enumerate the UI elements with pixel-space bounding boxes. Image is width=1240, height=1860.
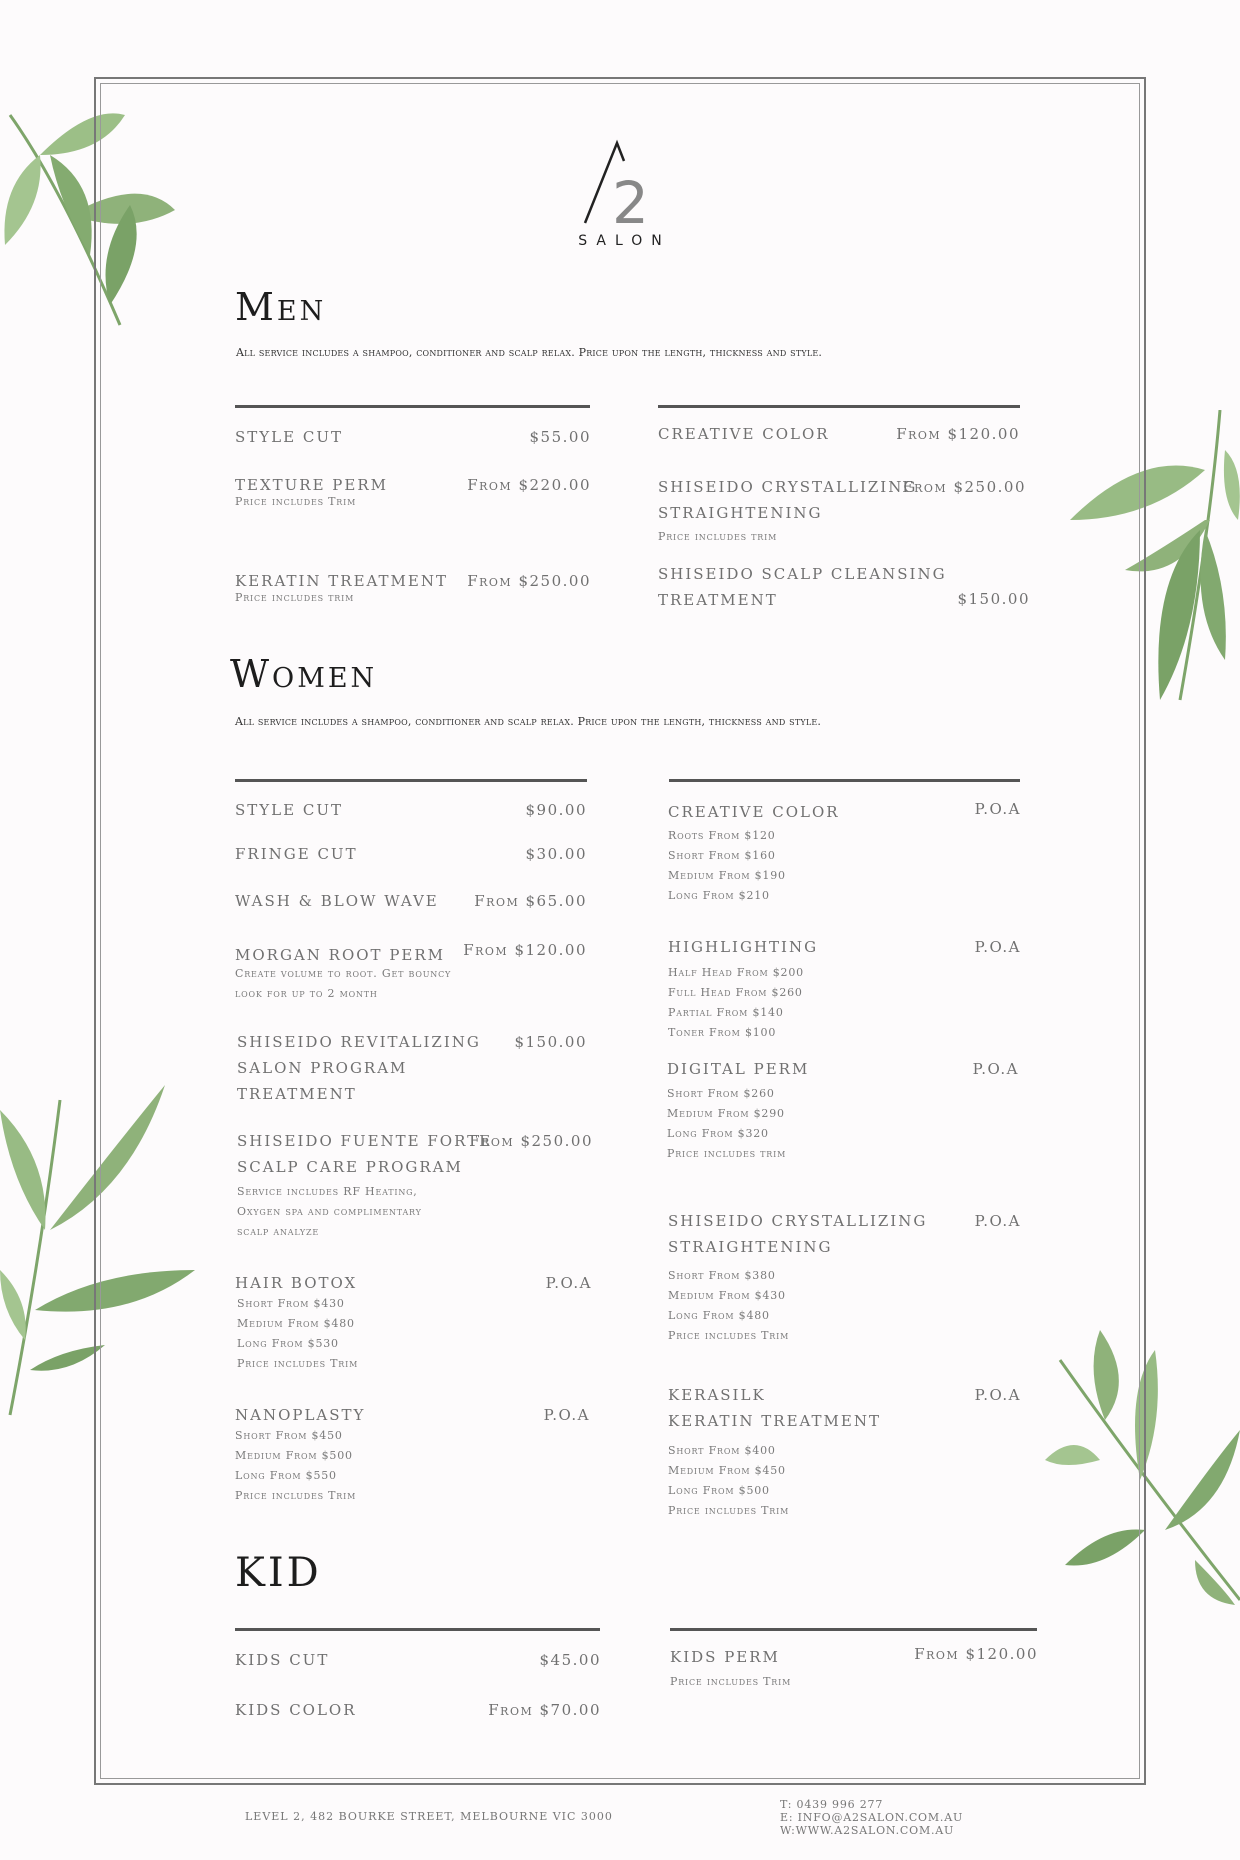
service-note: Long From $500 [668, 1484, 770, 1497]
women-fringe-cut [235, 841, 587, 871]
women-nanoplasty [235, 1402, 590, 1512]
women-style-cut [235, 797, 587, 827]
service-note: Price includes Trim [237, 1357, 359, 1370]
service-price: $45.00 [539, 1651, 601, 1669]
service-note: Medium From $450 [668, 1464, 786, 1477]
logo-wordmark: SALON [578, 233, 671, 249]
service-note: Short From $160 [668, 849, 776, 862]
service-name: SHISEIDO CRYSTALLIZING STRAIGHTENING [658, 478, 918, 522]
footer-address: LEVEL 2, 482 BOURKE STREET, MELBOURNE VIC 3000 [245, 1810, 613, 1823]
women-morgan-root-perm [235, 940, 587, 1006]
service-notes [668, 826, 786, 906]
service-note: Half Head From $200 [668, 966, 804, 979]
service-name: DIGITAL PERM [667, 1060, 810, 1078]
service-notes [235, 588, 354, 608]
men-right-rule [658, 405, 1020, 408]
service-price: $150.00 [957, 590, 1030, 608]
women-wash-blow-wave [235, 888, 587, 918]
salon-logo [560, 135, 680, 255]
footer-contact [780, 1798, 963, 1837]
service-note: Medium From $430 [668, 1289, 786, 1302]
service-notes [237, 1182, 422, 1242]
service-name: SHISEIDO SCALP CLEANSING TREATMENT [658, 565, 947, 609]
service-note: Medium From $290 [667, 1107, 785, 1120]
service-name: KIDS CUT [235, 1651, 330, 1669]
men-texture-perm [235, 472, 591, 512]
service-note: Service includes RF Heating, [237, 1185, 418, 1198]
service-name: SHISEIDO FUENTE FORTE SCALP CARE PROGRAM [237, 1132, 493, 1176]
service-price: P.O.A [972, 1060, 1019, 1078]
service-price: From $120.00 [914, 1645, 1038, 1663]
logo-number: 2 [612, 169, 649, 230]
women-left-rule [235, 779, 587, 782]
service-note: Price includes trim [235, 591, 355, 604]
service-name: TEXTURE PERM [235, 476, 388, 494]
service-note: Toner From $100 [668, 1026, 777, 1039]
service-name: KIDS COLOR [235, 1701, 357, 1719]
service-price: P.O.A [543, 1406, 590, 1424]
service-price: $30.00 [525, 845, 587, 863]
service-price: From $120.00 [896, 425, 1020, 443]
men-description: All service includes a shampoo, conditioner and scalp relax. Price upon the length, thickness and style. [236, 346, 823, 359]
service-note: Long From $210 [668, 889, 770, 902]
service-price: P.O.A [974, 800, 1021, 818]
men-shiseido-crystallizing [658, 474, 1026, 544]
service-note: Price includes trim [658, 530, 778, 543]
service-price: P.O.A [974, 1212, 1021, 1230]
women-creative-color [668, 799, 1021, 909]
service-note: Long From $320 [667, 1127, 769, 1140]
service-note: Price includes Trim [235, 1489, 357, 1502]
service-note: Price includes trim [667, 1147, 787, 1160]
women-shiseido-fuente-forte [237, 1128, 593, 1248]
service-price: From $65.00 [474, 892, 587, 910]
service-note: Short From $260 [667, 1087, 775, 1100]
service-name: WASH & BLOW WAVE [235, 892, 439, 910]
service-notes [668, 1266, 789, 1346]
women-shiseido-crystallizing [668, 1208, 1021, 1348]
service-name: KERATIN TREATMENT [235, 572, 448, 590]
service-note: Price includes Trim [668, 1504, 790, 1517]
women-highlighting [668, 934, 1021, 1044]
service-note: Roots From $120 [668, 829, 776, 842]
service-note: Price includes Trim [235, 495, 357, 508]
service-notes [670, 1672, 791, 1692]
women-title: Women [230, 652, 378, 696]
service-name: NANOPLASTY [235, 1406, 366, 1424]
women-description: All service includes a shampoo, conditioner and scalp relax. Price upon the length, thickness and style. [235, 715, 822, 728]
service-note: Short From $400 [668, 1444, 776, 1457]
service-name: FRINGE CUT [235, 845, 358, 863]
service-note: Long From $480 [668, 1309, 770, 1322]
service-notes [235, 1426, 356, 1506]
service-name: STYLE CUT [235, 801, 343, 819]
logo-mark-icon [560, 135, 680, 230]
service-note: look for up to 2 month [235, 987, 378, 1000]
service-note: Create volume to root. Get bouncy [235, 967, 452, 980]
service-note: Price includes Trim [670, 1675, 792, 1688]
service-notes [667, 1084, 786, 1164]
kid-kids-color [235, 1697, 601, 1727]
men-style-cut [235, 424, 591, 454]
women-kerasilk [668, 1382, 1021, 1522]
men-creative-color [658, 421, 1020, 451]
kid-kids-perm [670, 1644, 1038, 1694]
service-name: HAIR BOTOX [235, 1274, 358, 1292]
service-name: KERASILK KERATIN TREATMENT [668, 1386, 881, 1430]
service-price: From $250.00 [467, 572, 591, 590]
service-note: Short From $380 [668, 1269, 776, 1282]
service-name: SHISEIDO REVITALIZING SALON PROGRAM TREATMENT [237, 1033, 481, 1103]
service-price: P.O.A [545, 1274, 592, 1292]
women-digital-perm [667, 1056, 1019, 1166]
service-price: From $250.00 [902, 478, 1026, 496]
footer-web: W:WWW.A2SALON.COM.AU [780, 1824, 955, 1837]
men-left-rule [235, 405, 590, 408]
service-notes [668, 1441, 789, 1521]
service-price: $150.00 [514, 1033, 587, 1051]
women-right-rule [669, 779, 1020, 782]
men-shiseido-scalp-cleansing [658, 561, 1030, 617]
men-title: Men [235, 285, 327, 329]
service-name: KIDS PERM [670, 1648, 780, 1666]
service-price: $55.00 [529, 428, 591, 446]
service-note: Long From $530 [237, 1337, 339, 1350]
service-name: CREATIVE COLOR [658, 425, 830, 443]
footer-phone: T: 0439 996 277 [780, 1798, 884, 1811]
menu-frame-inner [100, 83, 1140, 1779]
service-name: CREATIVE COLOR [668, 803, 840, 821]
service-note: Short From $450 [235, 1429, 343, 1442]
men-keratin-treatment [235, 568, 591, 608]
service-note: Oxygen spa and complimentary [237, 1205, 422, 1218]
service-price: From $250.00 [469, 1132, 593, 1150]
service-note: Short From $430 [237, 1297, 345, 1310]
kid-title: KID [235, 1550, 322, 1596]
service-notes [237, 1294, 358, 1374]
service-price: P.O.A [974, 1386, 1021, 1404]
service-name: HIGHLIGHTING [668, 938, 819, 956]
service-notes [235, 964, 451, 1004]
service-price: From $220.00 [467, 476, 591, 494]
service-note: scalp analyze [237, 1225, 320, 1238]
service-price: From $120.00 [463, 941, 587, 959]
footer-email: E: INFO@A2SALON.COM.AU [780, 1811, 964, 1824]
service-name: SHISEIDO CRYSTALLIZING STRAIGHTENING [668, 1212, 928, 1256]
service-notes [235, 492, 356, 512]
service-notes [668, 963, 804, 1043]
service-price: P.O.A [974, 938, 1021, 956]
service-name: STYLE CUT [235, 428, 343, 446]
kid-kids-cut [235, 1647, 601, 1677]
women-hair-botox [235, 1270, 592, 1380]
kid-right-rule [670, 1628, 1037, 1631]
service-notes [658, 527, 777, 547]
service-note: Medium From $190 [668, 869, 786, 882]
women-shiseido-revitalizing [237, 1029, 587, 1109]
service-note: Medium From $480 [237, 1317, 355, 1330]
service-note: Partial From $140 [668, 1006, 784, 1019]
service-note: Medium From $500 [235, 1449, 353, 1462]
service-price: From $70.00 [488, 1701, 601, 1719]
service-note: Long From $550 [235, 1469, 337, 1482]
service-note: Price includes Trim [668, 1329, 790, 1342]
service-name: MORGAN ROOT PERM [235, 946, 446, 964]
service-note: Full Head From $260 [668, 986, 803, 999]
kid-left-rule [235, 1628, 600, 1631]
service-price: $90.00 [525, 801, 587, 819]
